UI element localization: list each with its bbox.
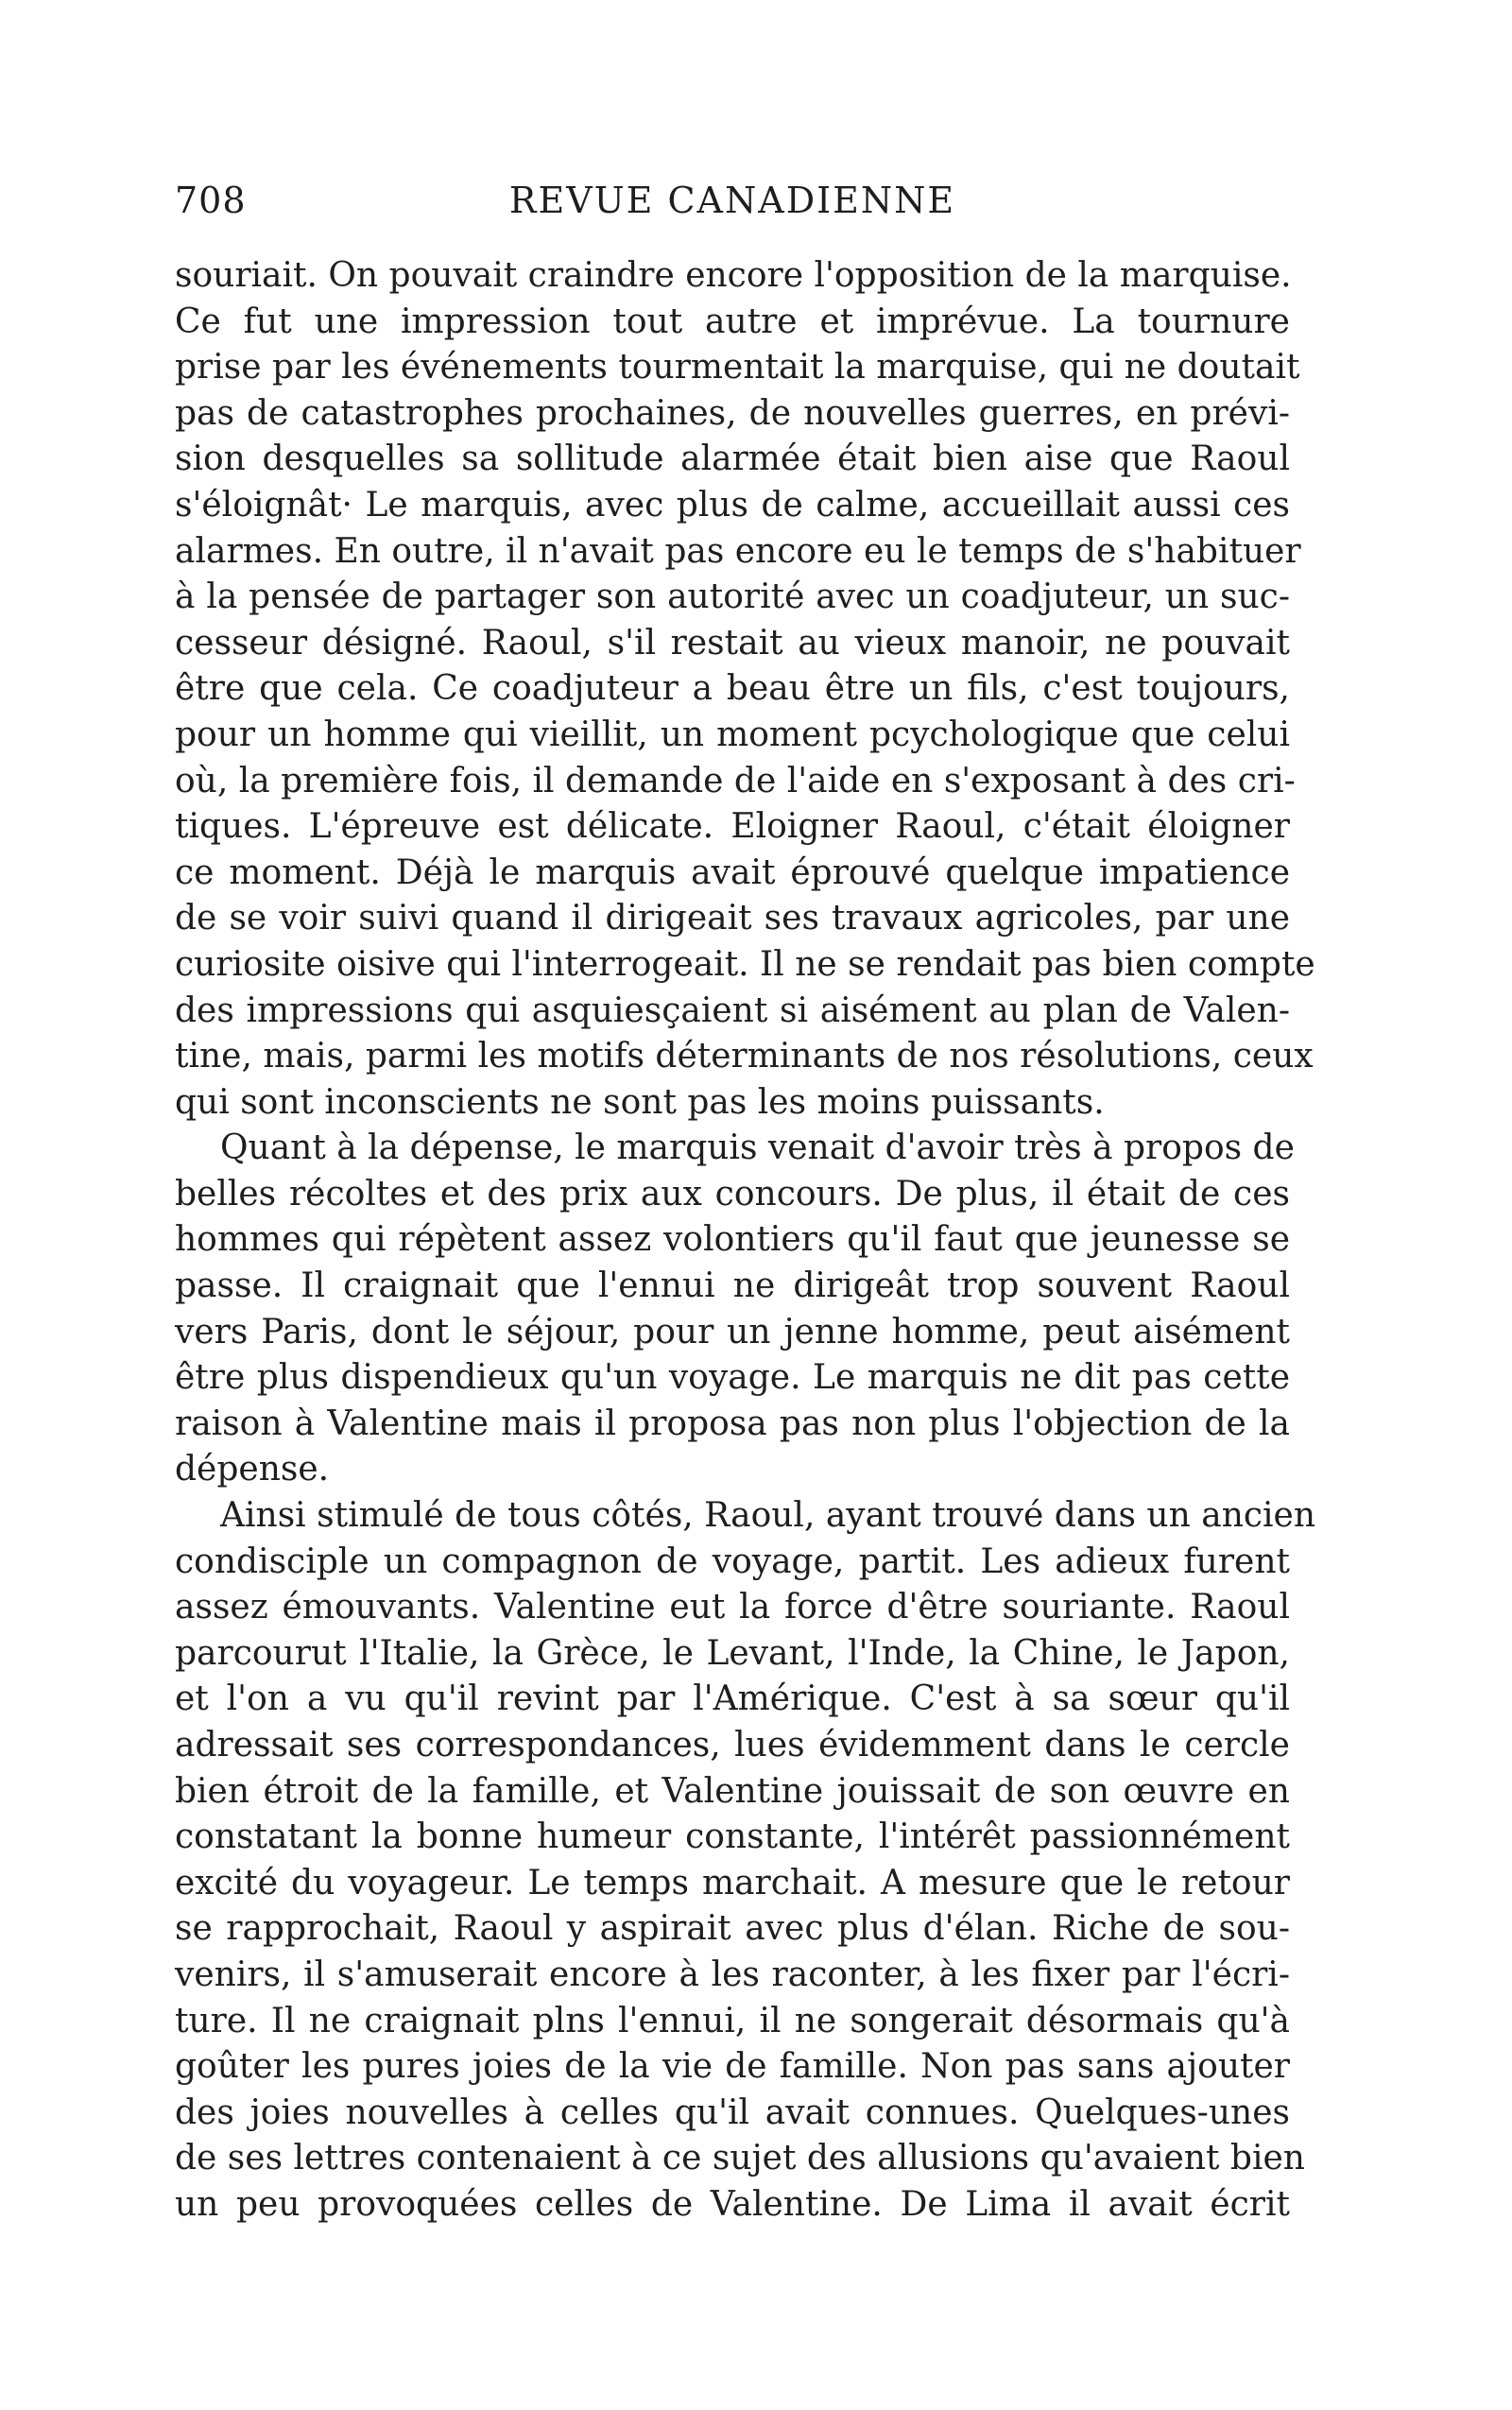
text-line: Quant à la dépense, le marquis venait d'avoir très à propos de bbox=[220, 1128, 1295, 1168]
text-line: alarmes. En outre, il n'avait pas encore eu le temps de s'habituer bbox=[175, 531, 1301, 571]
text-line: parcourut l'Italie, la Grèce, le Levant, l'Inde, la Chine, le Japon, bbox=[175, 1633, 1290, 1673]
text-line: souriait. On pouvait craindre encore l'opposition de la marquise. bbox=[175, 256, 1292, 295]
text-line: un peu provoquées celles de Valentine. De Lima il avait écrit bbox=[175, 2184, 1290, 2224]
text-line: et l'on a vu qu'il revint par l'Amérique. C'est à sa sœur qu'il bbox=[175, 1679, 1290, 1719]
text-line: hommes qui répètent assez volontiers qu'il faut que jeunesse se bbox=[175, 1220, 1290, 1260]
text-line: vers Paris, dont le séjour, pour un jenne homme, peut aisément bbox=[175, 1312, 1290, 1351]
text-line: constatant la bonne humeur constante, l'intérêt passionnément bbox=[175, 1817, 1290, 1857]
text-line: où, la première fois, il demande de l'aide en s'exposant à des cri- bbox=[175, 761, 1296, 800]
text-line: Ce fut une impression tout autre et imprévue. La tournure bbox=[175, 301, 1290, 341]
text-line: se rapprochait, Raoul y aspirait avec plus d'élan. Riche de sou- bbox=[175, 1909, 1290, 1949]
text-line: pas de catastrophes prochaines, de nouvelles guerres, en prévi- bbox=[175, 393, 1290, 433]
text-line: cesseur désigné. Raoul, s'il restait au vieux manoir, ne pouvait bbox=[175, 623, 1290, 663]
text-line: tiques. L'épreuve est délicate. Eloigner Raoul, c'était éloigner bbox=[175, 807, 1290, 847]
text-line: qui sont inconscients ne sont pas les moins puissants. bbox=[175, 1082, 1105, 1122]
text-line: s'éloignât· Le marquis, avec plus de calme, accueillait aussi ces bbox=[175, 485, 1290, 525]
text-line: être plus dispendieux qu'un voyage. Le marquis ne dit pas cette bbox=[175, 1358, 1290, 1398]
body-text bbox=[175, 253, 1316, 2229]
text-line: raison à Valentine mais il proposa pas non plus l'objection de la bbox=[175, 1403, 1290, 1443]
text-line: ture. Il ne craignait plns l'ennui, il ne songerait désormais qu'à bbox=[175, 2001, 1290, 2040]
text-line: dépense. bbox=[175, 1450, 330, 1489]
text-line: bien étroit de la famille, et Valentine jouissait de son œuvre en bbox=[175, 1771, 1290, 1811]
text-line: sion desquelles sa sollitude alarmée était bien aise que Raoul bbox=[175, 439, 1290, 479]
text-line: passe. Il craignait que l'ennui ne dirigeât trop souvent Raoul bbox=[175, 1266, 1290, 1306]
text-line: adressait ses correspondances, lues évidemment dans le cercle bbox=[175, 1726, 1290, 1764]
book-page bbox=[175, 180, 1316, 2229]
text-line: être que cela. Ce coadjuteur a beau être un fils, c'est toujours, bbox=[175, 669, 1290, 709]
text-line: venirs, il s'amuserait encore à les raconter, à les fixer par l'écri- bbox=[175, 1954, 1290, 1994]
running-title: REVUE CANADIENNE bbox=[508, 180, 956, 221]
text-line: belles récoltes et des prix aux concours. De plus, il était de ces bbox=[175, 1174, 1290, 1214]
text-line: de se voir suivi quand il dirigeait ses travaux agricoles, par une bbox=[175, 899, 1290, 938]
text-line: des impressions qui asquiesçaient si aisément au plan de Valen- bbox=[175, 990, 1290, 1030]
text-line: à la pensée de partager son autorité avec un coadjuteur, un suc- bbox=[175, 577, 1290, 617]
text-line: tine, mais, parmi les motifs déterminants de nos résolutions, ceux bbox=[175, 1037, 1314, 1076]
text-line: ce moment. Déjà le marquis avait éprouvé quelque impatience bbox=[175, 852, 1290, 892]
page-header bbox=[175, 180, 1290, 236]
text-line: de ses lettres contenaient à ce sujet des allusions qu'avaient bien bbox=[175, 2139, 1305, 2178]
text-line: goûter les pures joies de la vie de famille. Non pas sans ajouter bbox=[175, 2047, 1290, 2087]
text-line: prise par les événements tourmentait la marquise, qui ne doutait bbox=[175, 348, 1300, 387]
text-line: des joies nouvelles à celles qu'il avait connues. Quelques-unes bbox=[175, 2092, 1290, 2132]
text-line: assez émouvants. Valentine eut la force d'être souriante. Raoul bbox=[175, 1588, 1290, 1627]
text-line: pour un homme qui vieillit, un moment pcychologique que celui bbox=[175, 714, 1290, 754]
page-number: 708 bbox=[175, 180, 247, 221]
text-line: condisciple un compagnon de voyage, partit. Les adieux furent bbox=[175, 1541, 1290, 1581]
text-line: excité du voyageur. Le temps marchait. A mesure que le retour bbox=[175, 1863, 1290, 1902]
text-line: curiosite oisive qui l'interrogeait. Il ne se rendait pas bien compte bbox=[175, 944, 1315, 984]
text-line: Ainsi stimulé de tous côtés, Raoul, ayant trouvé dans un ancien bbox=[220, 1496, 1316, 1536]
